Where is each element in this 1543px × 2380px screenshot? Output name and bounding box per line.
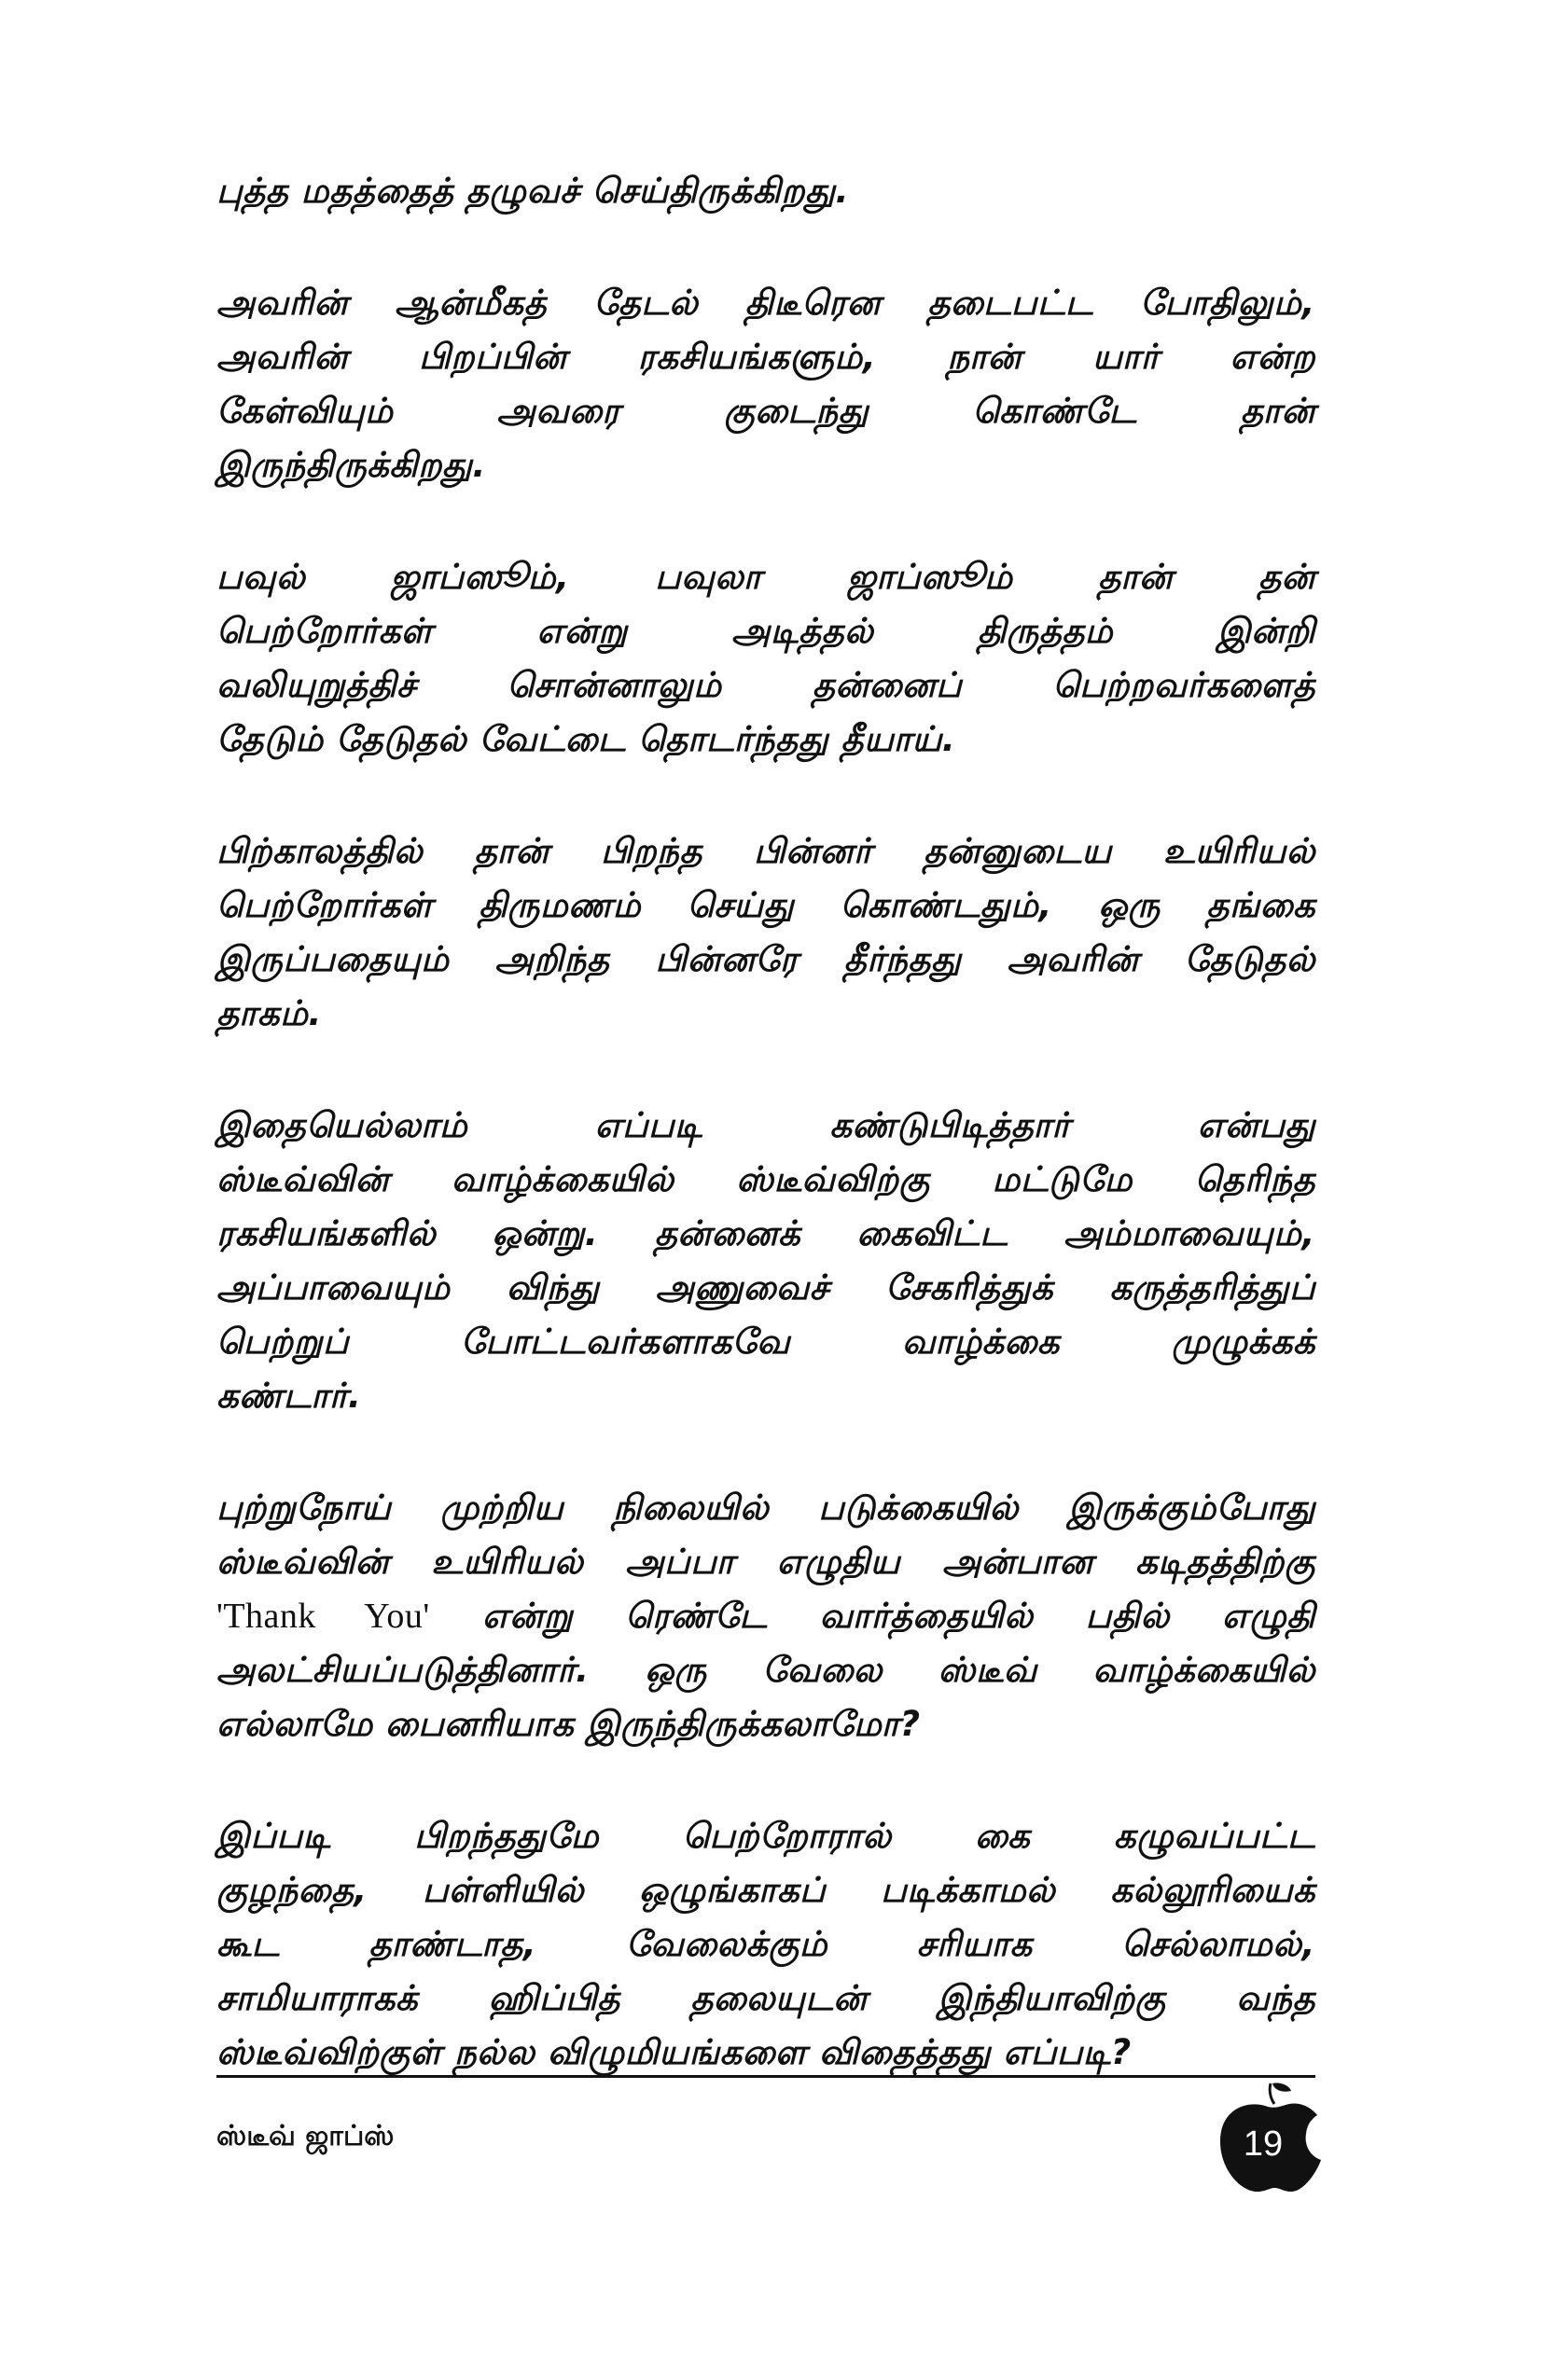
text-line: அவரின் பிறப்பின் ரகசியங்களும், நான் யார் என்ற xyxy=(216,337,1315,377)
text-line: அவரின் ஆன்மீகத் தேடல் திடீரென தடைபட்ட போதிலும், xyxy=(216,283,1315,323)
footer-book-title: ஸ்டீவ் ஜாப்ஸ் xyxy=(216,2120,395,2152)
footer-divider xyxy=(216,2075,1315,2078)
paragraph xyxy=(216,276,1315,492)
text-line: அப்பாவையும் விந்து அணுவைச் சேகரித்துக் கருத்தரித்துப் xyxy=(216,1267,1315,1308)
page-number-badge xyxy=(1215,2080,1327,2195)
text-line: இருப்பதையும் அறிந்த பின்னரே தீர்ந்தது அவரின் தேடுதல் xyxy=(216,939,1315,979)
text-line: இருந்திருக்கிறது. xyxy=(216,445,486,485)
paragraph xyxy=(216,550,1315,767)
paragraph xyxy=(216,1481,1315,1751)
paragraph xyxy=(216,164,1315,218)
text-line: புத்த மதத்தைத் தழுவச் செய்திருக்கிறது. xyxy=(216,171,850,211)
text-line: பிற்காலத்தில் தான் பிறந்த பின்னர் தன்னுடைய உயிரியல் xyxy=(216,831,1315,871)
paragraph xyxy=(216,824,1315,1041)
text-line: தேடும் தேடுதல் வேட்டை தொடர்ந்தது தீயாய். xyxy=(216,719,956,759)
text-line: ஸ்டீவ்வின் உயிரியல் அப்பா எழுதிய அன்பான கடிதத்திற்கு xyxy=(216,1542,1315,1582)
page-number: 19 xyxy=(1243,2124,1284,2164)
text-line: ஸ்டீவ்வின் வாழ்க்கையில் ஸ்டீவ்விற்கு மட்டுமே தெரிந்த xyxy=(216,1159,1315,1199)
text-line: ஸ்டீவ்விற்குள் நல்ல விழுமியங்களை விதைத்தது எப்படி? xyxy=(216,2032,1132,2072)
text-line: 'Thank You' என்று ரெண்டே வார்த்தையில் பதில் எழுதி xyxy=(216,1596,1315,1636)
text-line: இப்படி பிறந்ததுமே பெற்றோரால் கை கழுவப்பட்ட xyxy=(216,1816,1315,1856)
text-line: சாமியாராகக் ஹிப்பித் தலையுடன் இந்தியாவிற்கு வந்த xyxy=(216,1978,1315,2018)
text-line: குழந்தை, பள்ளியில் ஒழுங்காகப் படிக்காமல் கல்லூரியைக் xyxy=(216,1870,1315,1910)
paragraph xyxy=(216,1099,1315,1423)
text-line: அலட்சியப்படுத்தினார். ஒரு வேலை ஸ்டீவ் வாழ்க்கையில் xyxy=(216,1650,1315,1690)
text-line: பெற்றுப் போட்டவர்களாகவே வாழ்க்கை முழுக்கக் xyxy=(216,1321,1315,1362)
text-line: புற்றுநோய் முற்றிய நிலையில் படுக்கையில் இருக்கும்போது xyxy=(216,1488,1315,1528)
text-line: கூட தாண்டாத, வேலைக்கும் சரியாக செல்லாமல், xyxy=(216,1924,1315,1964)
text-line: இதையெல்லாம் எப்படி கண்டுபிடித்தார் என்பது xyxy=(216,1105,1315,1145)
text-line: பெற்றோர்கள் என்று அடித்தல் திருத்தம் இன்றி xyxy=(216,611,1315,651)
text-line: கண்டார். xyxy=(216,1376,362,1416)
page-body xyxy=(216,164,1315,2138)
text-line: வலியுறுத்திச் சொன்னாலும் தன்னைப் பெற்றவர்களைத் xyxy=(216,665,1315,705)
text-line: தாகம். xyxy=(216,993,322,1033)
text-line: கேள்வியும் அவரை குடைந்து கொண்டே தான் xyxy=(216,391,1315,431)
paragraph xyxy=(216,1809,1315,2080)
text-line: ரகசியங்களில் ஒன்று. தன்னைக் கைவிட்ட அம்மாவையும், xyxy=(216,1213,1315,1253)
text-line: பவுல் ஜாப்ஸூம், பவுலா ஜாப்ஸூம் தான் தன் xyxy=(216,557,1315,597)
text-line: எல்லாமே பைனரியாக இருந்திருக்கலாமோ? xyxy=(216,1704,921,1744)
english-quote: 'Thank You' xyxy=(216,1597,430,1636)
text-line: பெற்றோர்கள் திருமணம் செய்து கொண்டதும், ஒரு தங்கை xyxy=(216,885,1315,925)
